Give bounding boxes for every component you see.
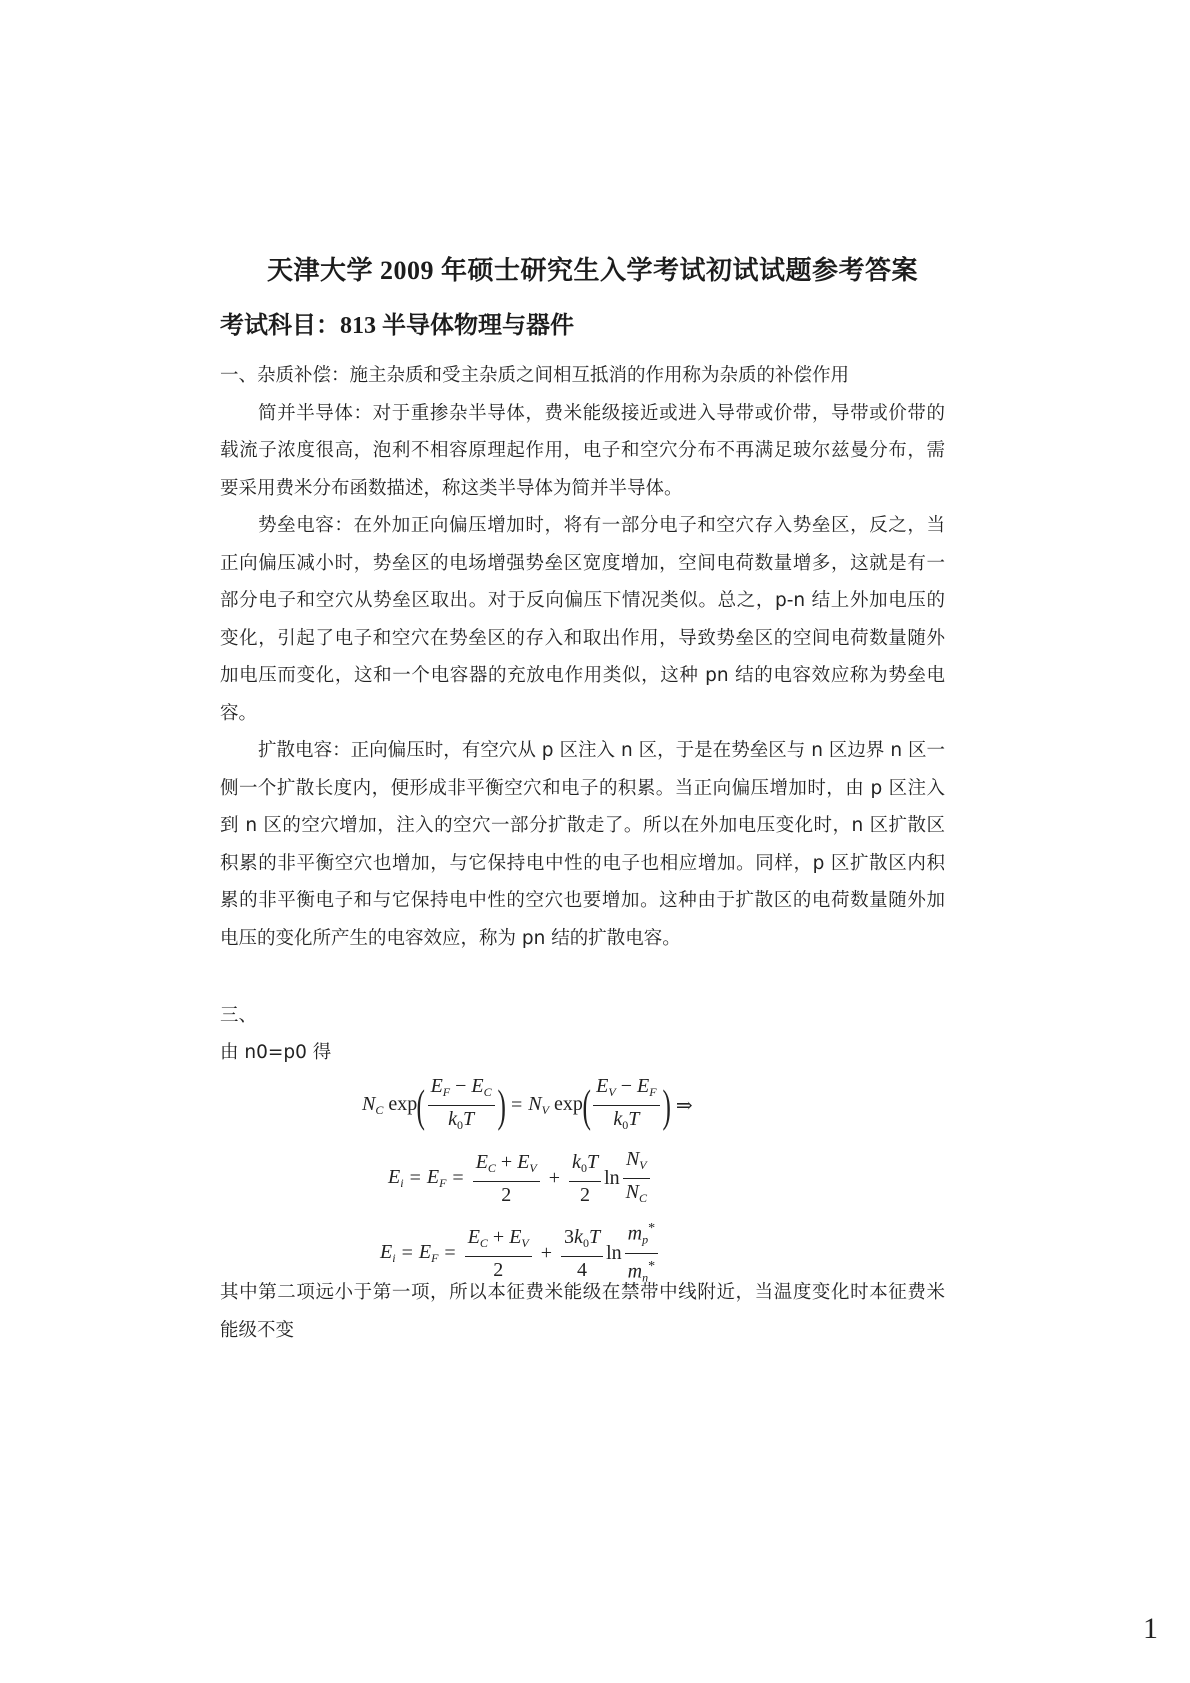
text-line: 正向偏压减小时，势垒区的电场增强势垒区宽度增加，空间电荷数量增多，这就是有一 bbox=[220, 552, 945, 574]
section-1-paragraph bbox=[220, 357, 945, 395]
text-line: 累的非平衡电子和与它保持电中性的空穴也要增加。这种由于扩散区的电荷数量随外加 bbox=[220, 890, 945, 911]
equation-2: $E_i$ = $E_F$ = $\frac{E_C + E_V}{2}$ + $\frac{k_0T}{2}$ ln $\frac{N_V}{N_C}$ bbox=[388, 1148, 653, 1209]
section-3-conclusion bbox=[220, 1274, 945, 1349]
text-line: 载流子浓度很高，泡利不相容原理起作用，电子和空穴分布不再满足玻尔兹曼分布，需 bbox=[220, 440, 945, 461]
text-line: 扩散电容：正向偏压时，有空穴从 p 区注入 n 区，于是在势垒区与 n 区边界 n 区一 bbox=[258, 740, 945, 761]
text-line: 其中第二项远小于第一项，所以本征费米能级在禁带中线附近，当温度变化时本征费米 bbox=[220, 1282, 945, 1303]
section-3-intro bbox=[220, 1034, 945, 1072]
text-line: 三、 bbox=[220, 1005, 258, 1026]
text-line: 容。 bbox=[220, 702, 258, 724]
text-line: 能级不变 bbox=[220, 1319, 295, 1341]
text-line: 简并半导体：对于重掺杂半导体，费米能级接近或进入导带或价带，导带或价带的 bbox=[258, 402, 945, 424]
exam-subject: 考试科目：813 半导体物理与器件 bbox=[220, 313, 574, 339]
text-line: 侧一个扩散长度内，便形成非平衡空穴和电子的积累。当正向偏压增加时，由 p 区注入 bbox=[220, 777, 945, 799]
document-title: 天津大学 2009 年硕士研究生入学考试初试试题参考答案 bbox=[267, 256, 919, 285]
diffusion-capacitance-paragraph bbox=[220, 732, 945, 957]
text-line: 变化，引起了电子和空穴在势垒区的存入和取出作用，导致势垒区的空间电荷数量随外 bbox=[220, 627, 945, 649]
text-line: 电压的变化所产生的电容效应，称为 pn 结的扩散电容。 bbox=[220, 927, 681, 949]
degenerate-semiconductor-paragraph bbox=[220, 395, 945, 508]
text-line: 要采用费米分布函数描述，称这类半导体为简并半导体。 bbox=[220, 477, 683, 499]
section-3-heading bbox=[220, 997, 945, 1035]
equation-1: $N_C$ exp ( $\frac{E_F - E_C}{k_0T}$ ) = $N_V$ exp ( $\frac{E_V - E_F}{k_0T}$ ) ⇒ bbox=[362, 1075, 693, 1132]
text-line: 积累的非平衡空穴也增加，与它保持电中性的电子也相应增加。同样，p 区扩散区内积 bbox=[220, 852, 945, 874]
text-line: 一、杂质补偿：施主杂质和受主杂质之间相互抵消的作用称为杂质的补偿作用 bbox=[220, 365, 850, 386]
text-line: 到 n 区的空穴增加，注入的空穴一部分扩散走了。所以在外加电压变化时，n 区扩散区 bbox=[220, 815, 945, 836]
text-line: 势垒电容：在外加正向偏压增加时，将有一部分电子和空穴存入势垒区，反之，当 bbox=[258, 515, 945, 536]
text-line: 加电压而变化，这和一个电容器的充放电作用类似，这种 pn 结的电容效应称为势垒电 bbox=[220, 665, 945, 686]
page-number: 1 bbox=[1143, 1612, 1158, 1645]
equation-3: $E_i$ = $E_F$ = $\frac{E_C + E_V}{2}$ + $\frac{3k_0T}{4}$ ln $\frac{m_p^*}{m_n^*}$ bbox=[380, 1218, 661, 1288]
barrier-capacitance-paragraph bbox=[220, 507, 945, 732]
text-line: 由 n0=p0 得 bbox=[220, 1042, 332, 1063]
text-line: 部分电子和空穴从势垒区取出。对于反向偏压下情况类似。总之，p-n 结上外加电压的 bbox=[220, 590, 945, 611]
